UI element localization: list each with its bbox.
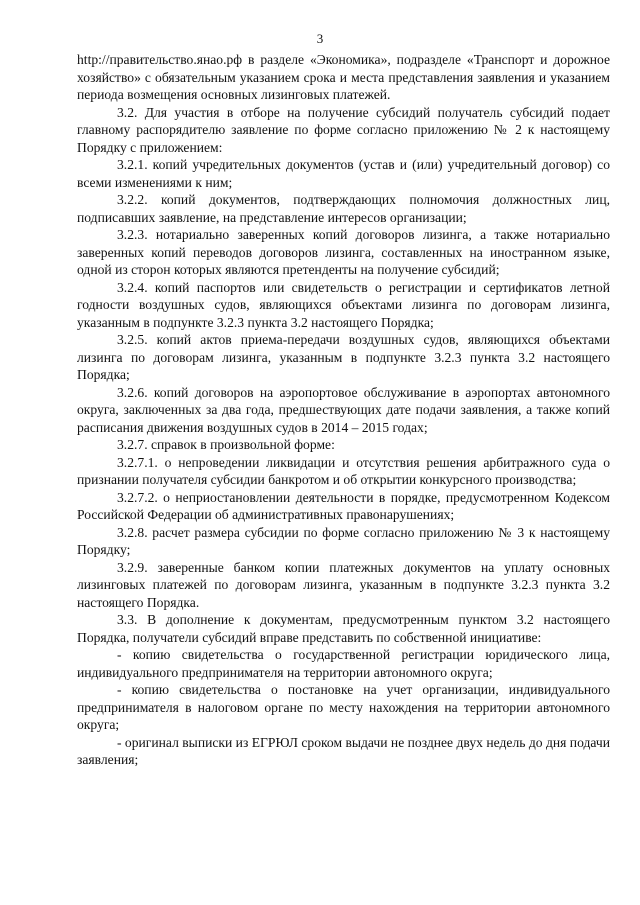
paragraph-3-2-5: 3.2.5. копий актов приема-передачи воздушных судов, являющихся объектами лизинга по договорам лизинга, указанным в подпункте 3.2.3 пункта 3.2 настоящего Порядка; — [77, 332, 610, 382]
paragraph-3-2: 3.2. Для участия в отборе на получение субсидий получатель субсидий подает главному распорядителю заявление по форме согласно приложению № 2 к настоящему Порядку с приложением: — [77, 104, 610, 155]
list-item-tax-registration-certificate: - копию свидетельства о постановке на учет организации, индивидуального предпринимателя в налоговом органе по месту нахождения на территории автономного округа; — [77, 682, 610, 732]
paragraph-3-2-1: 3.2.1. копий учредительных документов (устав и (или) учредительный договор) со всеми изменениями к ним; — [77, 157, 610, 190]
paragraph-3-2-6: 3.2.6. копий договоров на аэропортовое обслуживание в аэропортах автономного округа, заключенных за два года, предшествующих дате подачи заявления, а также копий расписания движения воздушных судов в 2014 – 2015 годах; — [77, 384, 610, 435]
paragraph-3-2-9: 3.2.9. заверенные банком копии платежных документов на уплату основных лизинговых платежей по договорам лизинга, указанным в подпункте 3.2.3 пункта 3.2 настоящего Порядка. — [77, 559, 610, 610]
list-item-egrul-extract: - оригинал выписки из ЕГРЮЛ сроком выдачи не позднее двух недель до дня подачи заявления; — [77, 734, 610, 767]
document-body — [77, 51, 610, 769]
paragraph-3-2-4: 3.2.4. копий паспортов или свидетельств о регистрации и сертификатов летной годности воздушных судов, являющихся объектами лизинга по договорам лизинга, указанным в подпункте 3.2.3 пункта 3.2 настоящего Порядка; — [77, 279, 610, 330]
list-item-registration-certificate: - копию свидетельства о государственной регистрации юридического лица, индивидуального предпринимателя на территории автономного округа; — [77, 647, 610, 680]
paragraph-3-2-7: 3.2.7. справок в произвольной форме: — [117, 437, 335, 452]
paragraph-3-2-7-1: 3.2.7.1. о непроведении ликвидации и отсутствия решения арбитражного суда о признании получателя субсидии банкротом и об открытии конкурсного производства; — [77, 454, 610, 487]
paragraph-3-2-2: 3.2.2. копий документов, подтверждающих полномочия должностных лиц, подписавших заявление, на представление интересов организации; — [77, 192, 610, 225]
paragraph-3-2-3: 3.2.3. нотариально заверенных копий договоров лизинга, а также нотариально заверенных копий переводов договоров лизинга, составленных на иностранном языке, одной из сторон которых являются претенденты на получение субсидий; — [77, 227, 610, 277]
page-number: 3 — [316, 31, 324, 46]
paragraph-3-2-7-2: 3.2.7.2. о неприостановлении деятельности в порядке, предусмотренном Кодексом Российской Федерации об административных правонарушениях; — [77, 489, 610, 522]
paragraph-3-2-8: 3.2.8. расчет размера субсидии по форме согласно приложению № 3 к настоящему Порядку; — [77, 524, 610, 557]
paragraph-3-3: 3.3. В дополнение к документам, предусмотренным пунктом 3.2 настоящего Порядка, получатели субсидий вправе представить по собственной инициативе: — [77, 612, 610, 645]
paragraph-publication-link: http://правительство.янао.рф в разделе «Экономика», подразделе «Транспорт и дорожное хозяйство» с обязательным указанием срока и места представления заявления и указанием периода возмещения основных лизинговых платежей. — [77, 52, 610, 102]
